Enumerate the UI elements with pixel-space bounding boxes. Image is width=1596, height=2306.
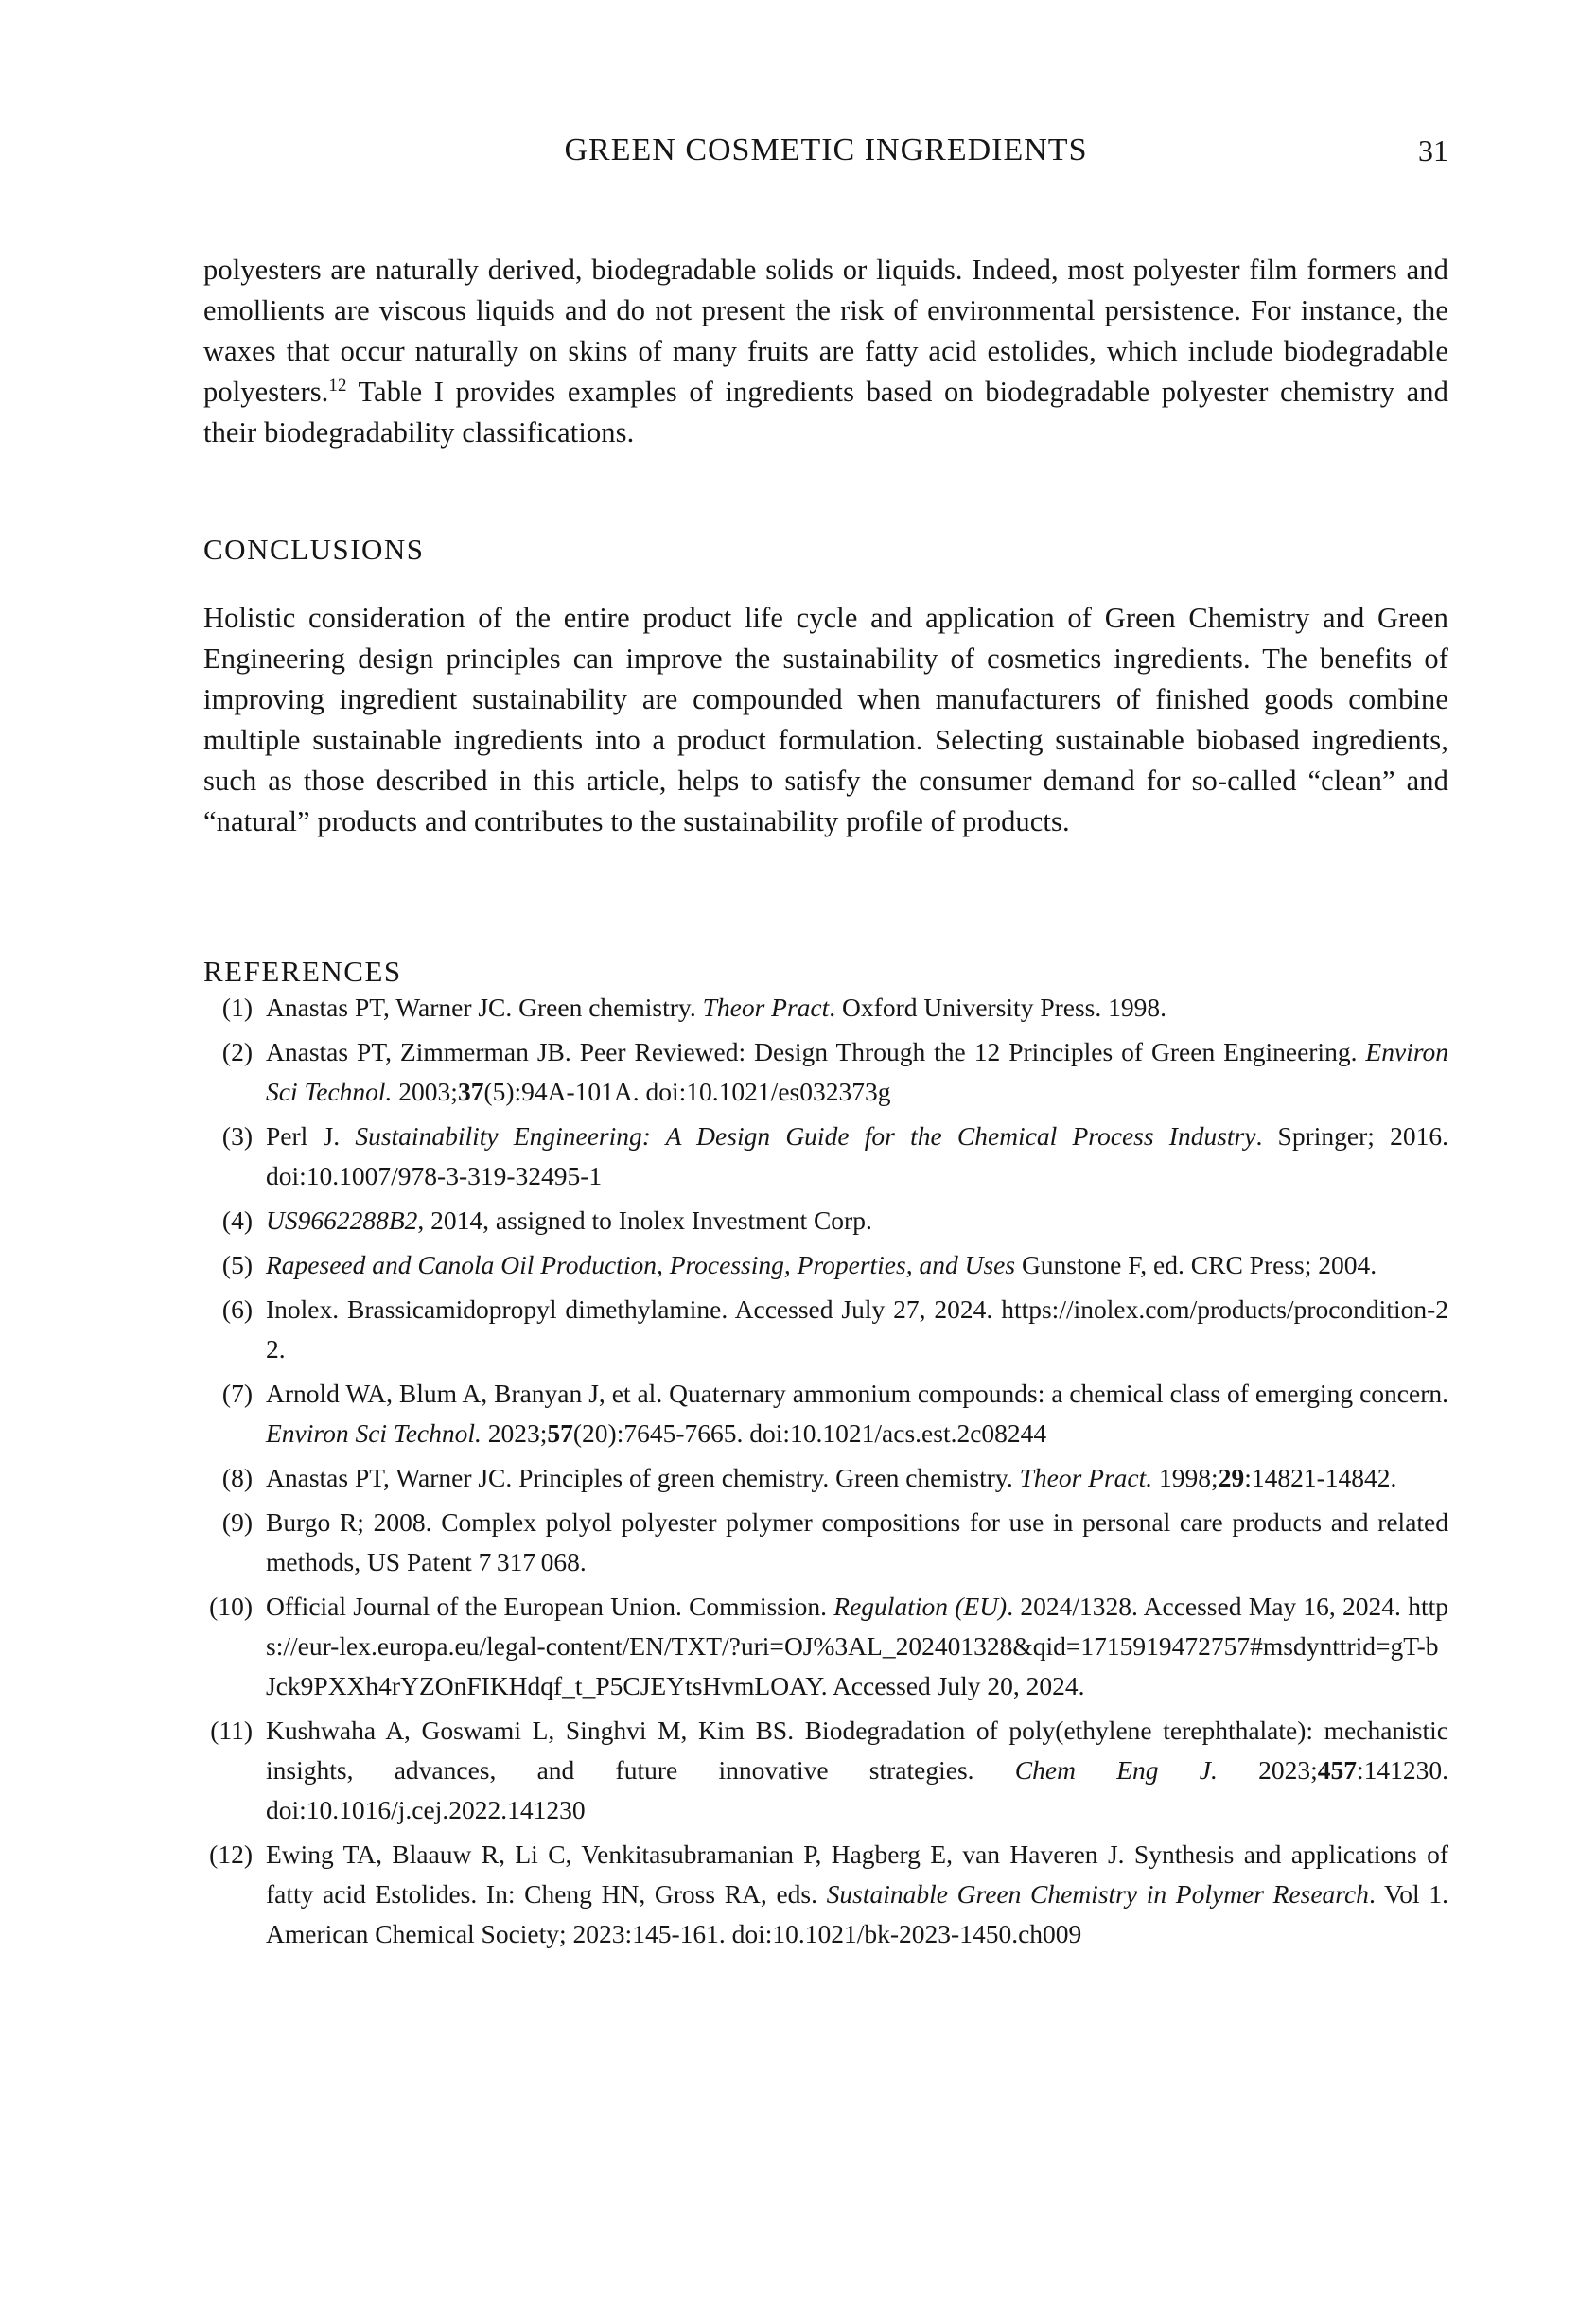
reference-segment: Perl J. xyxy=(266,1121,356,1151)
intro-paragraph xyxy=(203,250,1448,453)
reference-text xyxy=(266,1458,1448,1498)
footnote-marker: 12 xyxy=(328,375,347,396)
reference-segment: . Accessed July 20, 2024. xyxy=(820,1671,1085,1700)
reference-segment: 2023; xyxy=(1258,1755,1318,1785)
reference-segment: . Springer; 2016. doi:10.1007/978-3-319-32495-1 xyxy=(266,1121,1449,1190)
reference-url: https://eur-lex.europa.eu/legal-content/EN/TXT/?uri=OJ%3AL_202401328&qid=1715919472757#msdynttrid=gT-bJck9PXXh4rYZOnFIKHdqf_t_P5CJEYtsHvmLOAY xyxy=(266,1592,1448,1700)
reference-item xyxy=(203,1374,1448,1453)
reference-segment: . Oxford University Press. 1998. xyxy=(829,993,1167,1022)
reference-segment: (5):94A-101A. doi:10.1021/es032373g xyxy=(483,1077,891,1106)
reference-segment: Rapeseed and Canola Oil Production, Processing, Properties, and Uses xyxy=(266,1250,1016,1279)
reference-segment: Gunstone F, ed. CRC Press; 2004. xyxy=(1015,1250,1377,1279)
reference-segment: Sustainable Green Chemistry in Polymer Research xyxy=(826,1879,1369,1909)
reference-item xyxy=(203,1201,1448,1241)
reference-text xyxy=(266,1117,1448,1196)
intro-paragraph-text-continued: Table I provides examples of ingredients based on biodegradable polyester chemistry and their biodegradability classifications. xyxy=(203,375,1448,449)
reference-segment: . Vol 1. American Chemical Society; 2023:145-161. doi:10.1021/bk-2023-1450.ch009 xyxy=(266,1879,1448,1948)
reference-text xyxy=(266,1587,1448,1706)
reference-segment: Anastas PT, Zimmerman JB. Peer Reviewed: Design Through the 12 Principles of Green Engineering. xyxy=(266,1037,1366,1066)
reference-segment: Environ Sci Technol. xyxy=(266,1037,1448,1106)
reference-text xyxy=(266,1374,1448,1453)
reference-text xyxy=(266,1201,1448,1241)
reference-segment: 457 xyxy=(1317,1755,1357,1785)
reference-number: (1) xyxy=(221,993,253,1022)
reference-segment: Chem Eng J. xyxy=(1014,1755,1259,1785)
reference-segment: Regulation (EU) xyxy=(833,1592,1008,1621)
reference-segment: Ewing TA, Blaauw R, Li C, Venkitasubramanian P, Hagberg E, van Haveren J. Synthesis and applications of fatty acid Estolides. In: Cheng HN, Gross RA, eds. xyxy=(266,1840,1448,1909)
reference-segment: . 2024/1328. Accessed May 16, 2024. xyxy=(1007,1592,1409,1621)
page-number: 31 xyxy=(1418,133,1448,167)
reference-text xyxy=(266,988,1448,1028)
reference-number: (6) xyxy=(221,1294,253,1324)
reference-segment: Anastas PT, Warner JC. Green chemistry. xyxy=(266,993,703,1022)
reference-number: (9) xyxy=(221,1507,253,1537)
reference-text xyxy=(266,1290,1448,1369)
reference-text xyxy=(266,1032,1448,1112)
reference-segment: Sustainability Engineering: A Design Guide for the Chemical Process Industry xyxy=(355,1121,1256,1151)
reference-segment: Burgo R; 2008. Complex polyol polyester polymer compositions for use in personal care products and related methods, US Patent 7 317 068. xyxy=(266,1507,1448,1576)
reference-segment: 2023; xyxy=(487,1418,548,1448)
reference-segment: Official Journal of the European Union. Commission. xyxy=(266,1592,834,1621)
conclusions-heading: CONCLUSIONS xyxy=(203,532,425,566)
reference-text xyxy=(266,1835,1448,1954)
reference-segment: (20):7645-7665. doi:10.1021/acs.est.2c08244 xyxy=(572,1418,1047,1448)
reference-url: https://inolex.com/products/procondition-22 xyxy=(266,1294,1448,1364)
reference-item xyxy=(203,1117,1448,1196)
reference-segment: Theor Pract. xyxy=(1019,1463,1160,1492)
reference-segment: US9662288B2 xyxy=(266,1206,418,1235)
reference-segment: Arnold WA, Blum A, Branyan J, et al. Quaternary ammonium compounds: a chemical class of emerging concern. xyxy=(266,1379,1448,1408)
reference-text xyxy=(266,1503,1448,1582)
reference-segment: 1998; xyxy=(1159,1463,1219,1492)
reference-segment: Inolex. Brassicamidopropyl dimethylamine. Accessed July 27, 2024. xyxy=(266,1294,1002,1324)
reference-number: (11) xyxy=(210,1716,253,1745)
reference-segment: :141230. doi:10.1016/j.cej.2022.141230 xyxy=(266,1755,1448,1824)
reference-segment: 57 xyxy=(547,1418,573,1448)
reference-number: (7) xyxy=(221,1379,253,1408)
references-heading: REFERENCES xyxy=(203,954,402,988)
reference-segment: Environ Sci Technol. xyxy=(266,1418,488,1448)
reference-item xyxy=(203,988,1448,1028)
reference-segment: . xyxy=(278,1334,286,1364)
reference-item xyxy=(203,1835,1448,1954)
reference-item xyxy=(203,1458,1448,1498)
reference-item xyxy=(203,1587,1448,1706)
reference-segment: Theor Pract xyxy=(702,993,830,1022)
reference-item xyxy=(203,1032,1448,1112)
reference-text xyxy=(266,1711,1448,1830)
reference-item xyxy=(203,1503,1448,1582)
reference-number: (5) xyxy=(221,1250,253,1279)
reference-segment: 37 xyxy=(457,1077,484,1106)
reference-segment: Kushwaha A, Goswami L, Singhvi M, Kim BS. Biodegradation of poly(ethylene terephthalate): mechanistic insights, advances, and future innovative strategies. xyxy=(266,1716,1448,1785)
reference-item xyxy=(203,1290,1448,1369)
reference-text xyxy=(266,1245,1448,1285)
reference-number: (4) xyxy=(221,1206,253,1235)
reference-item xyxy=(203,1245,1448,1285)
conclusions-paragraph: Holistic consideration of the entire product life cycle and application of Green Chemistry and Green Engineering design principles can improve the sustainability of cosmetics ingredients. The benefits of improving ingredient sustainability are compounded when manufacturers of finished goods combine multiple sustainable ingredients into a product formulation. Selecting sustainable biobased ingredients, such as those described in this article, helps to satisfy the consumer demand for so-called “clean” and “natural” products and contributes to the sustainability profile of products. xyxy=(203,601,1448,837)
reference-number: (3) xyxy=(221,1121,253,1151)
reference-number: (2) xyxy=(221,1037,253,1066)
intro-paragraph-text: polyesters are naturally derived, biodegradable solids or liquids. Indeed, most polyester film formers and emollients are viscous liquids and do not present the risk of environmental persistence. For instance, the waxes that occur naturally on skins of many fruits are fatty acid estolides, which include biodegradable polyesters. xyxy=(203,253,1448,408)
reference-segment: 2003; xyxy=(398,1077,458,1106)
reference-segment: 29 xyxy=(1218,1463,1245,1492)
reference-segment: :14821-14842. xyxy=(1244,1463,1397,1492)
reference-number: (10) xyxy=(209,1592,253,1621)
reference-item xyxy=(203,1711,1448,1830)
reference-number: (12) xyxy=(209,1840,253,1869)
page-header xyxy=(203,132,1448,174)
reference-segment: , 2014, assigned to Inolex Investment Corp. xyxy=(417,1206,872,1235)
running-head: GREEN COSMETIC INGREDIENTS xyxy=(564,132,1088,167)
reference-number: (8) xyxy=(221,1463,253,1492)
reference-segment: Anastas PT, Warner JC. Principles of green chemistry. Green chemistry. xyxy=(266,1463,1020,1492)
references-list xyxy=(203,988,1448,1959)
